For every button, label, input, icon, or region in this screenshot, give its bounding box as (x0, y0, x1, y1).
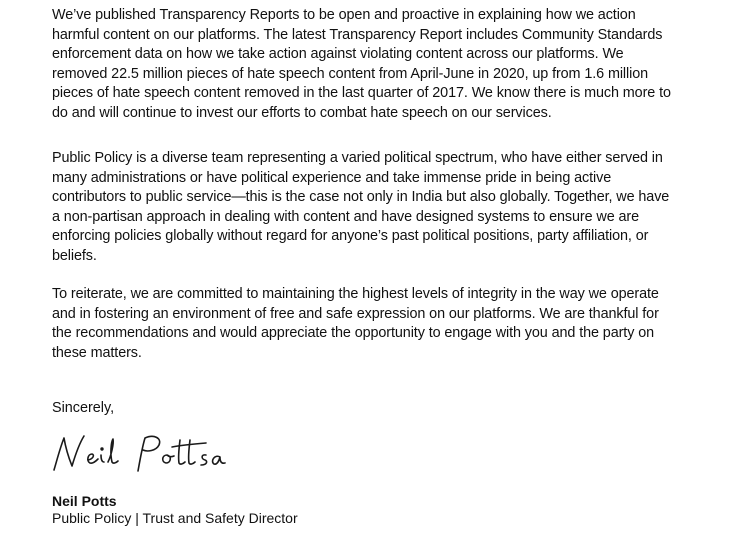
paragraph-line: pieces of hate speech content removed in the last quarter of 2017. We know there is much more to (52, 85, 671, 101)
paragraph-line: these matters. (52, 344, 142, 361)
paragraph-line: We’ve published Transparency Reports to be open and proactive in explaining how we action (52, 7, 636, 23)
paragraph-line: do and will continue to invest our efforts to combat hate speech on our services. (52, 104, 552, 121)
paragraph-line: enforcement data on how we take action against violating content across our platforms. We (52, 46, 624, 62)
paragraph-line: harmful content on our platforms. The latest Transparency Report includes Community Standards (52, 26, 663, 43)
signatory-title: Public Policy | Trust and Safety Director (52, 510, 298, 526)
paragraph-public-policy (52, 149, 702, 266)
paragraph-line: Public Policy is a diverse team representing a varied political spectrum, who have either served in (52, 150, 663, 166)
paragraph-line: many administrations or have political experience and take immense pride in being active (52, 169, 612, 186)
handwritten-signature-icon (48, 430, 238, 476)
paragraph-line: contributors to public service—this is the case not only in India but also globally. Together, we have (52, 189, 670, 205)
paragraph-line: enforcing policies globally without regard for anyone’s past political positions, party affiliation, or (52, 228, 649, 244)
paragraph-line: a non-partisan approach in dealing with content and have designed systems to ensure we are (52, 208, 639, 225)
paragraph-line: To reiterate, we are committed to maintaining the highest levels of integrity in the way we operate (52, 286, 659, 302)
paragraph-line: the recommendations and would appreciate the opportunity to engage with you and the party on (52, 325, 655, 341)
paragraph-transparency (52, 6, 702, 123)
closing-salutation: Sincerely, (52, 400, 115, 416)
paragraph-line: and in fostering an environment of free and safe expression on our platforms. We are thankful for (52, 305, 659, 322)
paragraph-reiterate (52, 285, 702, 363)
paragraph-line: beliefs. (52, 247, 97, 264)
paragraph-line: removed 22.5 million pieces of hate speech content from April-June in 2020, up from 1.6 million (52, 65, 649, 82)
signatory-name: Neil Potts (52, 493, 117, 509)
